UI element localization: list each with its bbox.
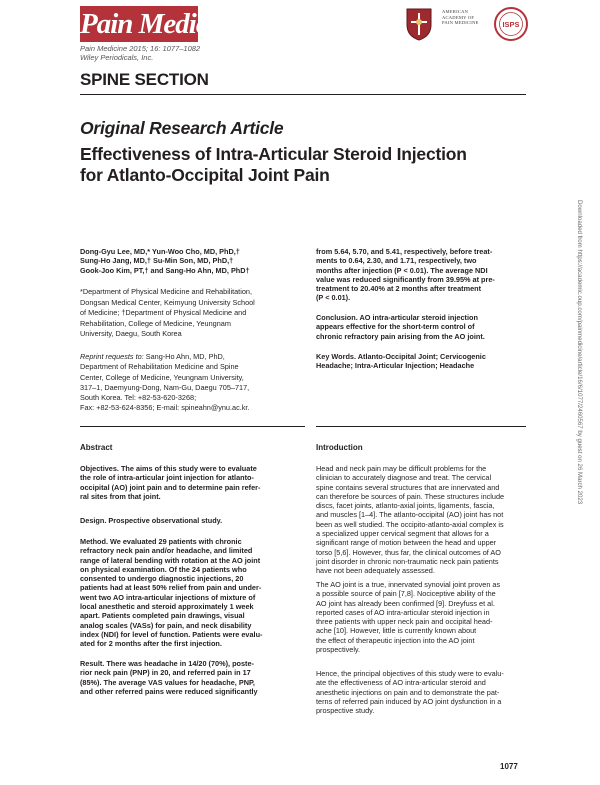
body-line: AO joint has already been confirmed [9]. Dreyfuss et al. [316, 598, 495, 608]
abstract-line: analog scales (VASs) for pain, and neck disability [80, 620, 252, 630]
body-line: significant range of motion between the head and upper [316, 538, 497, 548]
abstract-line: range of lateral bending with rotation at the AO joint [80, 555, 261, 565]
abstract-line: patients had at least 50% relief from pain and under- [80, 583, 262, 593]
abstract-line: (85%). The average VAS values for headache, PNP, [80, 677, 255, 687]
intro-paragraph-1 [316, 464, 526, 576]
journal-masthead: Pain Medicine [80, 8, 242, 40]
author-line: Sung-Ho Jang, MD,† Su-Min Son, MD, PhD,† [80, 256, 234, 266]
section-title: SPINE SECTION [80, 70, 209, 89]
abstract-line: Headache; Intra-Articular Injection; Headache [316, 361, 475, 371]
abstract-line: occipital (AO) joint pain and to determine pain refer- [80, 482, 261, 492]
affiliation-line: University, Daegu, South Korea [80, 329, 182, 338]
body-line: clinician to accurately diagnose and treat. The cervical [316, 473, 492, 483]
abstract-objectives [80, 464, 305, 501]
body-line: discs, facet joints, atlanto-axial joints, ligaments, fascia, [316, 501, 495, 511]
abstract-line: Method. We evaluated 29 patients with chronic [80, 537, 242, 546]
abstract-line: local anesthetic and steroid approximately 1 week [80, 602, 254, 612]
reprint-line: Center, College of Medicine, Yeungnam University, [80, 372, 244, 382]
reprint-line: Department of Rehabilitation Medicine and Spine [80, 362, 239, 372]
body-line: been as well studied. The occipito-atlanto-axial complex is [316, 519, 504, 529]
body-line: spine contains several structures that are innervated and [316, 482, 500, 492]
body-line: prospective study. [316, 706, 375, 716]
isps-seal-text: ISPS [502, 20, 520, 29]
section-divider [80, 94, 526, 95]
abstract-line: index (NDI) for level of function. Patients were evalu- [80, 629, 263, 639]
title-line: Effectiveness of Intra-Articular Steroid Injection [80, 144, 467, 164]
abstract-line: (P < 0.01). [316, 293, 351, 303]
article-title [80, 144, 520, 186]
abstract-result-continued [316, 247, 526, 303]
reprint-name: Sang-Ho Ahn, MD, PhD, [143, 352, 225, 361]
body-line: a possible source of pain [7,8]. Nociceptive ability of the [316, 589, 496, 599]
page-number: 1077 [500, 762, 518, 771]
affiliation-line: of Medicine; †Department of Physical Medicine and [80, 308, 247, 317]
aapm-line: AMERICAN [442, 9, 469, 14]
affiliation-line: *Department of Physical Medicine and Rehabilitation, [80, 287, 252, 296]
body-line: prospectively. [316, 645, 361, 655]
abstract-line: apart. Patients completed pain drawings, visual [80, 611, 245, 621]
body-line: and muscles [1–4]. The atlanto-occipital (AO) joint has not [316, 510, 504, 520]
affiliation-line: Rehabilitation, College of Medicine, Yeungnam [80, 318, 231, 328]
introduction-heading: Introduction [316, 443, 363, 452]
body-line: ache [10]. However, little is currently known about [316, 626, 477, 636]
body-line: joint disorder in chronic non-traumatic neck pain patients [316, 556, 499, 566]
abstract-line: rior neck pain (PNP) in 20, and referred pain in 17 [80, 668, 251, 678]
abstract-top-rule [80, 426, 305, 427]
reprint-label: Reprint requests to: [80, 352, 144, 361]
body-line: terns of referred pain induced by AO joint dysfunction in a [316, 696, 502, 706]
abstract-line: Objectives. The aims of this study were to evaluate [80, 464, 257, 473]
abstract-line: went two AO intra-articular injections of mixture of [80, 592, 256, 602]
article-type: Original Research Article [80, 118, 284, 138]
abstract-line: Conclusion. AO intra-articular steroid injection [316, 313, 478, 322]
body-line: the effect of therapeutic injection into the AO joint [316, 635, 475, 645]
abstract-line: ated for 2 months after the first injection. [80, 639, 222, 649]
aapm-line: ACADEMY OF [442, 14, 475, 20]
author-line: Dong-Gyu Lee, MD,* Yun-Woo Cho, MD, PhD,† [80, 247, 240, 256]
body-line: can therefore be sources of pain. These structures include [316, 491, 505, 501]
publisher: Wiley Periodicals, Inc. [80, 52, 154, 62]
author-list [80, 247, 305, 275]
keywords [316, 352, 526, 371]
body-line: ate the effectiveness of AO intra-articular steroid and [316, 678, 486, 688]
abstract-line: the role of intra-articular joint injection for atlanto- [80, 473, 254, 483]
aapm-name [442, 9, 492, 26]
body-line: Hence, the principal objectives of this study were to evalu- [316, 669, 504, 678]
journal-citation [80, 45, 200, 62]
reprint-requests [80, 352, 305, 414]
affiliations [80, 287, 305, 340]
author-line: Gook-Joo Kim, PT,† and Sang-Ho Ahn, MD, PhD† [80, 265, 250, 275]
aapm-line: PAIN MEDICINE [442, 20, 479, 26]
body-line: three patients with upper neck pain and occipital head- [316, 617, 493, 627]
body-line: Head and neck pain may be difficult problems for the [316, 464, 487, 473]
abstract-line: appears effective for the short-term control of [316, 322, 475, 332]
abstract-line: Result. There was headache in 14/20 (70%), poste- [80, 659, 254, 668]
abstract-line: months after injection (P < 0.01). The average NDI [316, 265, 488, 275]
intro-paragraph-3 [316, 669, 526, 715]
abstract-heading: Abstract [80, 443, 113, 452]
body-line: torso [5,6]. However, thus far, the clinical outcomes of AO [316, 547, 501, 557]
abstract-line: ments to 0.64, 2.30, and 1.71, respectively, two [316, 256, 477, 266]
citation-volume: Pain Medicine 2015; 16: 1077–1082 [80, 44, 201, 53]
title-line: for Atlanto-Occipital Joint Pain [80, 165, 330, 185]
download-notice: Downloaded from https://academic.oup.com/painmedicine/article/16/6/1077/2460567 by guest on 26 March 2023 [576, 200, 583, 505]
abstract-line: treatment to 20.40% at 2 months after treatment [316, 284, 482, 294]
reprint-email-line: Fax: +82-53-624-8356; E-mail: spineahn@ynu.ac.kr. [80, 403, 250, 413]
abstract-line: on physical examination. Of the 24 patients who [80, 564, 247, 574]
body-line: reported cases of AO intra-articular steroid injection in [316, 607, 490, 617]
reprint-line: South Korea. Tel: +82-53-620-3268; [80, 393, 197, 403]
body-line: The AO joint is a true, innervated synovial joint proven as [316, 580, 501, 589]
intro-paragraph-2 [316, 580, 526, 654]
abstract-line: from 5.64, 5.70, and 5.41, respectively, before treat- [316, 247, 493, 256]
abstract-conclusion [316, 313, 526, 341]
abstract-line: value was reduced significantly from 39.95% at pre- [316, 274, 495, 284]
abstract-line: chronic refractory pain arising from the AO joint. [316, 331, 485, 341]
abstract-design: Design. Prospective observational study. [80, 516, 223, 525]
abstract-method [80, 537, 305, 649]
intro-top-rule [316, 426, 526, 427]
reprint-line: 317–1, Daemyung-Dong, Nam-Gu, Daegu 705–717, [80, 382, 250, 392]
body-line: a specialized upper cervical segment that allows for a [316, 529, 489, 539]
body-line: anesthetic injections on pain and to demonstrate the pat- [316, 687, 500, 697]
abstract-line: Key Words. Atlanto-Occipital Joint; Cervicogenic [316, 352, 486, 361]
isps-seal-icon [494, 6, 528, 42]
abstract-line: consented to undergo diagnostic injections, 20 [80, 574, 244, 584]
aapm-crest-icon [404, 7, 434, 41]
abstract-line: ral sites from that joint. [80, 491, 161, 501]
affiliation-line: Dongsan Medical Center, Keimyung University School [80, 297, 255, 307]
body-line: have not been adequately assessed. [316, 566, 435, 576]
abstract-result [80, 659, 305, 696]
abstract-line: refractory neck pain and/or headache, and limited [80, 546, 253, 556]
abstract-line: and other referred pains were reduced significantly [80, 686, 258, 696]
